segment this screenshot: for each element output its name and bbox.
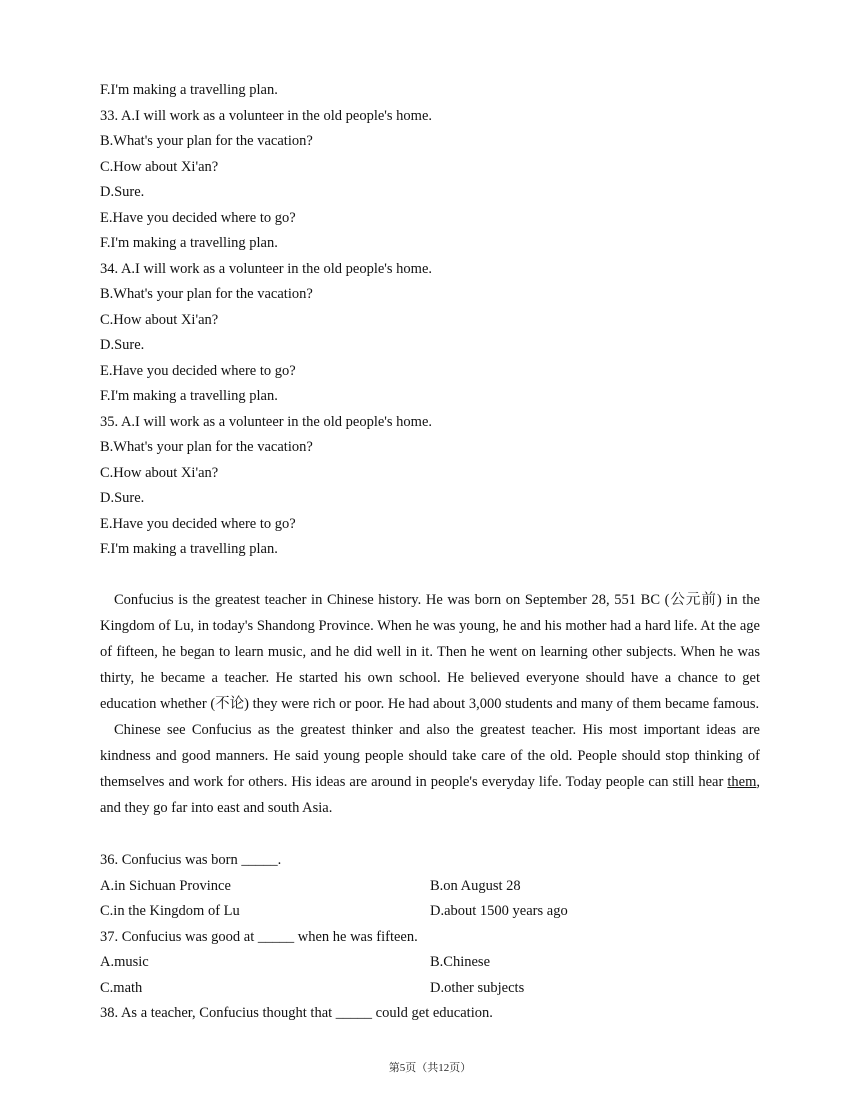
option-row — [100, 899, 760, 925]
option-line: F.I'm making a travelling plan. — [100, 82, 278, 98]
option-row — [100, 950, 760, 976]
question-stem: 38. As a teacher, Confucius thought that _____ could get education. — [100, 1005, 493, 1021]
option-line: C.How about Xi'an? — [100, 464, 219, 481]
option-line: E.Have you decided where to go? — [100, 209, 296, 226]
option-line: D.Sure. — [100, 184, 145, 200]
option-line: F.I'm making a travelling plan. — [100, 541, 278, 557]
answer-option: A.in Sichuan Province — [100, 877, 231, 894]
passage-paragraph-2 — [100, 717, 760, 821]
option-line: D.Sure. — [100, 337, 145, 353]
option-line: 35. A.I will work as a volunteer in the old people's home. — [100, 413, 433, 430]
option-line: E.Have you decided where to go? — [100, 515, 296, 532]
answer-option: D.other subjects — [430, 979, 525, 996]
reading-passage — [100, 587, 760, 821]
page-footer: 第5页（共12页） — [388, 1062, 472, 1074]
question-stem: 36. Confucius was born _____. — [100, 852, 282, 868]
answer-option: C.math — [100, 979, 143, 996]
answer-option: A.music — [100, 954, 149, 970]
option-line: B.What's your plan for the vacation? — [100, 133, 313, 149]
answer-option: D.about 1500 years ago — [430, 903, 568, 919]
question-stem: 37. Confucius was good at _____ when he was fifteen. — [100, 928, 418, 945]
passage-text: , and they go far into east and south Asia. — [100, 774, 760, 816]
answer-option: B.on August 28 — [430, 877, 521, 894]
option-line: B.What's your plan for the vacation? — [100, 439, 313, 455]
option-line: E.Have you decided where to go? — [100, 362, 296, 379]
option-row — [100, 874, 760, 900]
option-line: F.I'm making a travelling plan. — [100, 388, 278, 404]
option-line: C.How about Xi'an? — [100, 158, 219, 175]
dialog-options-list — [100, 78, 760, 563]
option-line: F.I'm making a travelling plan. — [100, 235, 278, 251]
option-line: B.What's your plan for the vacation? — [100, 286, 313, 302]
question-list — [100, 848, 760, 1027]
option-line: D.Sure. — [100, 490, 145, 506]
option-row — [100, 976, 760, 1002]
underlined-word: them — [727, 774, 757, 790]
passage-paragraph-1: Confucius is the greatest teacher in Chinese history. He was born on September 28, 551 BC (公元前) in the Kingdom of Lu, in today's Shandong Province. When he was young, he and his mother had a hard life. At the age of fifteen, he began to learn music, and he did well in it. Then he went on learning other subjects. When he was thirty, he became a teacher. He started his own school. He believed everyone should have a chance to get education whether (不论) they were rich or poor. He had about 3,000 students and many of them became famous. — [100, 592, 760, 712]
option-line: C.How about Xi'an? — [100, 311, 219, 328]
answer-option: C.in the Kingdom of Lu — [100, 903, 240, 919]
answer-option: B.Chinese — [430, 954, 491, 970]
option-line: 34. A.I will work as a volunteer in the old people's home. — [100, 260, 433, 277]
passage-text: Chinese see Confucius as the greatest thinker and also the greatest teacher. His most important ideas are kindness and good manners. He said young people should take care of the old. People should stop thinking of themselves and work for others. His ideas are around in people's everyday life. Today people can still hear — [100, 722, 760, 790]
option-line: 33. A.I will work as a volunteer in the old people's home. — [100, 107, 433, 124]
